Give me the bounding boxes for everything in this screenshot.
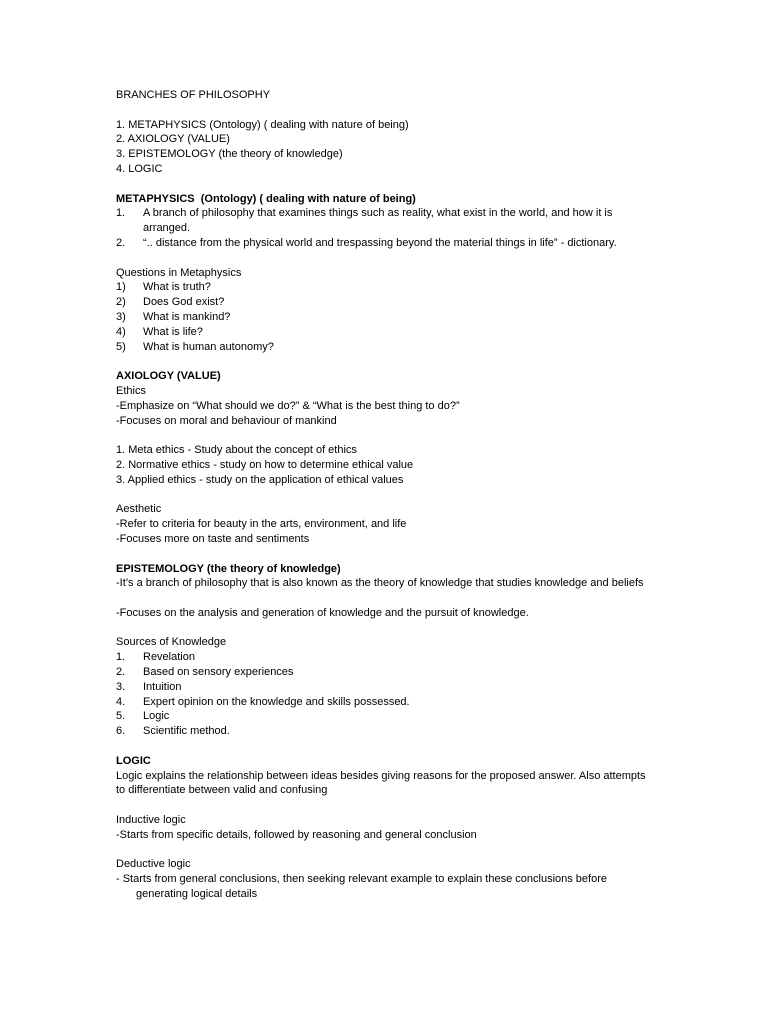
list-item (116, 280, 656, 295)
section-heading-epistemology: EPISTEMOLOGY (the theory of knowledge) (116, 562, 341, 575)
document-title: BRANCHES OF PHILOSOPHY (116, 89, 271, 101)
list-number: 5) (116, 340, 126, 353)
list-item (116, 325, 656, 340)
list-text: Expert opinion on the knowledge and skills possessed. (143, 695, 410, 708)
document-body (116, 88, 656, 902)
list-number: 1) (116, 281, 126, 294)
section-heading-metaphysics: METAPHYSICS (Ontology) ( dealing with nature of being) (116, 192, 416, 205)
section-heading-logic: LOGIC (116, 754, 151, 767)
list-number: 5. (116, 710, 126, 723)
list-number: 4. (116, 695, 126, 708)
list-number: 4) (116, 325, 126, 338)
list-item: 2. AXIOLOGY (VALUE) (116, 133, 230, 146)
list-text: Scientific method. (143, 725, 230, 738)
list-number: 2. (116, 666, 126, 679)
list-item (116, 310, 656, 325)
list-number: 3. (116, 680, 126, 693)
list-item (116, 295, 656, 310)
paragraph-line: -Focuses more on taste and sentiments (116, 532, 310, 545)
list-text: Intuition (143, 680, 182, 693)
list-item (116, 650, 656, 665)
aesthetic-title: Aesthetic (116, 503, 162, 516)
questions-title: Questions in Metaphysics (116, 266, 242, 279)
list-text: What is life? (143, 325, 203, 338)
paragraph-line: -Focuses on moral and behaviour of mankind (116, 414, 337, 427)
list-text: What is human autonomy? (143, 340, 274, 353)
sources-title: Sources of Knowledge (116, 636, 227, 649)
list-item: 1. Meta ethics - Study about the concept of ethics (116, 444, 357, 457)
list-number: 1. (116, 207, 126, 220)
list-text: Revelation (143, 651, 195, 664)
list-number: 1. (116, 651, 126, 664)
list-item: 3. Applied ethics - study on the application of ethical values (116, 473, 404, 486)
list-text: A branch of philosophy that examines things such as reality, what exist in the world, and how it is arranged. (143, 207, 613, 235)
list-text: Logic (143, 710, 170, 723)
paragraph: -It’s a branch of philosophy that is also known as the theory of knowledge that studies knowledge and beliefs (116, 577, 644, 590)
list-number: 6. (116, 725, 126, 738)
list-item: 4. LOGIC (116, 162, 163, 175)
list-text: Does God exist? (143, 296, 225, 309)
list-item (116, 340, 656, 355)
list-item (116, 695, 656, 710)
sources-list (116, 650, 656, 739)
paragraph-line: -Emphasize on “What should we do?” & “What is the best thing to do?” (116, 399, 460, 412)
deductive-title: Deductive logic (116, 858, 191, 871)
questions-list (116, 280, 656, 354)
list-item (116, 236, 656, 251)
list-number: 2) (116, 296, 126, 309)
paragraph-line: generating logical details (136, 888, 258, 901)
metaphysics-list (116, 206, 656, 250)
list-item (116, 206, 656, 236)
list-item (116, 680, 656, 695)
section-heading-axiology: AXIOLOGY (VALUE) (116, 370, 221, 383)
list-number: 3) (116, 310, 126, 323)
list-item: 3. EPISTEMOLOGY (the theory of knowledge) (116, 148, 343, 161)
paragraph: Logic explains the relationship between ideas besides giving reasons for the proposed answer. Also attempts to differentiate between valid and confusing (116, 769, 649, 797)
paragraph-line: -Starts from specific details, followed by reasoning and general conclusion (116, 828, 477, 841)
list-text: What is truth? (143, 281, 211, 294)
inductive-title: Inductive logic (116, 814, 186, 827)
paragraph-line: -Refer to criteria for beauty in the arts, environment, and life (116, 518, 407, 531)
list-text: “.. distance from the physical world and trespassing beyond the material things in life” - dictionary. (143, 236, 617, 249)
list-item (116, 709, 656, 724)
paragraph: -Focuses on the analysis and generation of knowledge and the pursuit of knowledge. (116, 606, 529, 619)
list-item: 2. Normative ethics - study on how to determine ethical value (116, 458, 414, 471)
list-item (116, 665, 656, 680)
list-text: What is mankind? (143, 310, 231, 323)
list-item (116, 724, 656, 739)
list-number: 2. (116, 236, 126, 249)
branches-list (116, 118, 656, 177)
list-item: 1. METAPHYSICS (Ontology) ( dealing with nature of being) (116, 118, 409, 131)
ethics-title: Ethics (116, 384, 146, 397)
list-text: Based on sensory experiences (143, 666, 294, 679)
paragraph-line: - Starts from general conclusions, then seeking relevant example to explain these conclusions before (116, 873, 607, 886)
